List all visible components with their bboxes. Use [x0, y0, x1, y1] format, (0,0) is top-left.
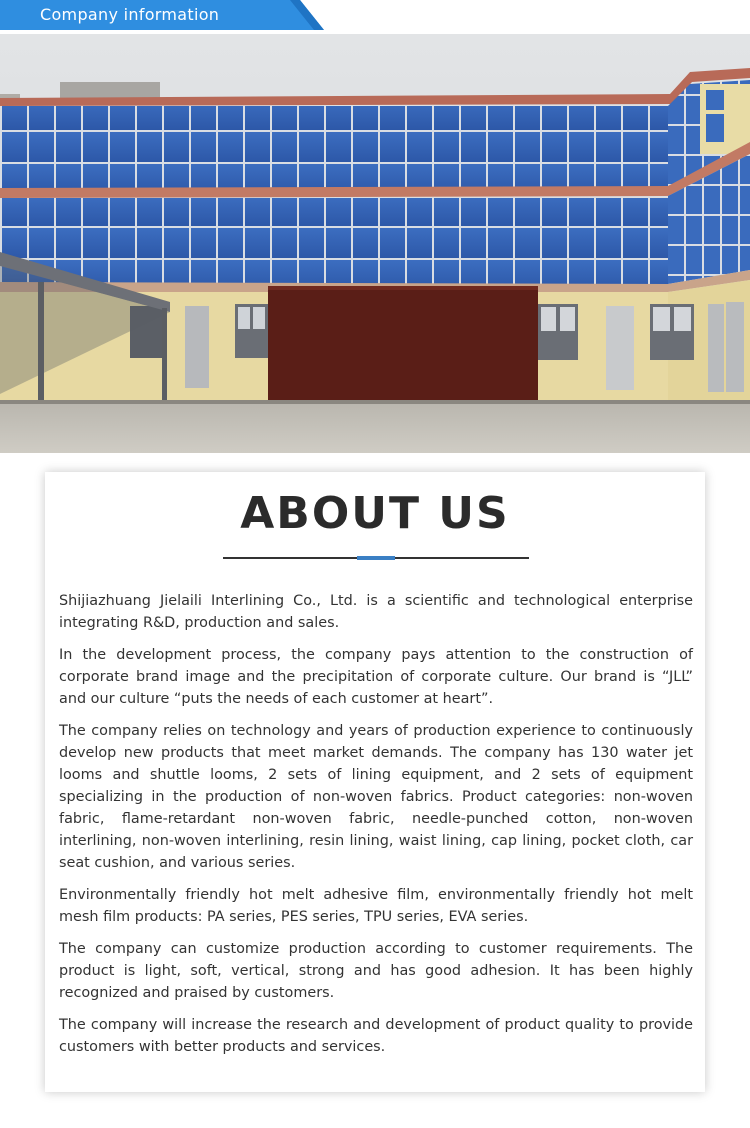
- about-paragraph-6: The company will increase the research and development of product quality to provide customers with better products and services.: [59, 1017, 693, 1055]
- about-us-card: [45, 472, 705, 1092]
- section-header: [0, 0, 750, 34]
- about-paragraph-4: Environmentally friendly hot melt adhesive film, environmentally friendly hot melt mesh film products: PA series, PES series, TPU series, EVA series.: [59, 887, 693, 925]
- section-title: Company information: [40, 5, 220, 24]
- about-us-title: ABOUT US: [240, 488, 510, 539]
- about-paragraph-5: The company can customize production according to customer requirements. The product is light, soft, vertical, strong and has good adhesion. It has been highly recognized and praised by customers.: [59, 941, 693, 1001]
- about-us-body: [59, 590, 693, 1068]
- about-paragraph-2: In the development process, the company pays attention to the construction of corporate brand image and the precipitation of corporate culture. Our brand is “JLL” and our culture “puts the needs of each customer at heart”.: [59, 647, 693, 707]
- title-divider-accent: [357, 556, 395, 560]
- company-building-photo: [0, 34, 750, 453]
- about-paragraph-3: The company relies on technology and years of production experience to continuously develop new products that meet market demands. The company has 130 water jet looms and shuttle looms, 2 sets of lining equipment, and 2 sets of equipment specializing in the production of non-woven fabrics. Product categories: non-woven fabric, flame-retardant non-woven fabric, needle-punched cotton, non-woven interlining, non-woven interlining, resin lining, waist lining, cap lining, pocket cloth, car seat cushion, and various series.: [59, 723, 693, 871]
- about-paragraph-1: Shijiazhuang Jielaili Interlining Co., Ltd. is a scientific and technological enterprise integrating R&D, production and sales.: [59, 593, 693, 631]
